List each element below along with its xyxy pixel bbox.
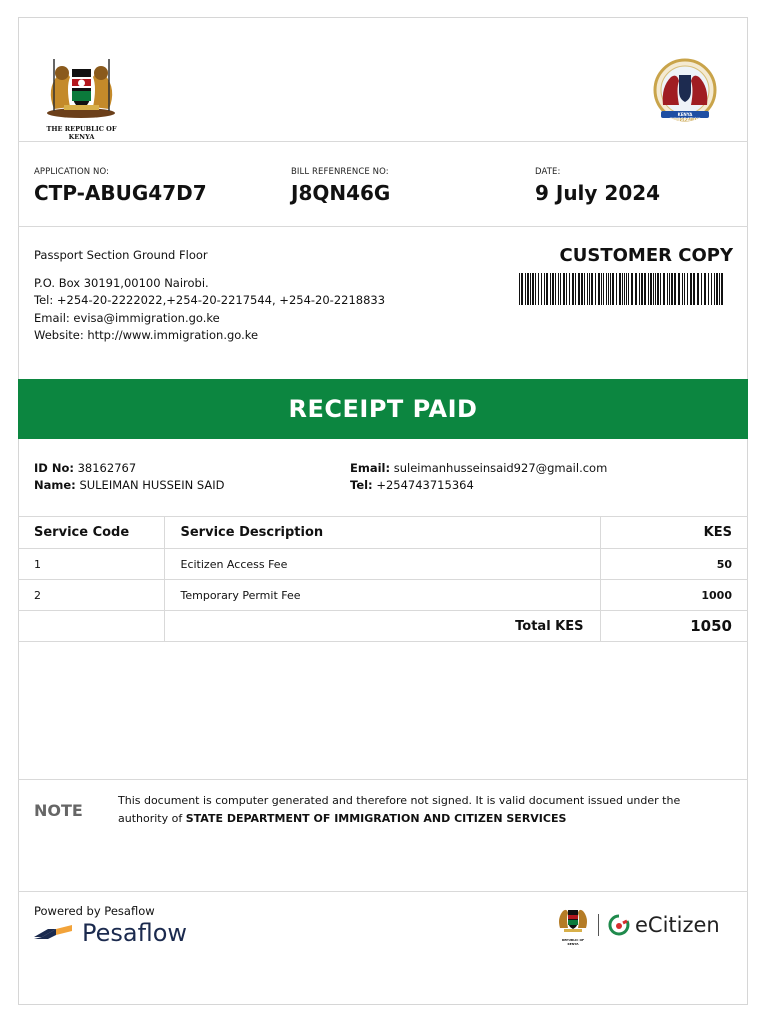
date-label: DATE: — [535, 167, 561, 177]
seal-label: KENYA IMMIGRATION — [669, 112, 701, 122]
note-title: NOTE — [34, 801, 83, 820]
total-empty-cell — [18, 611, 164, 642]
total-value: 1050 — [600, 611, 748, 642]
id-value: 38162767 — [77, 461, 137, 475]
kenya-coat-small-icon — [556, 904, 590, 946]
receipt-frame — [18, 17, 748, 1005]
table-row — [18, 580, 748, 611]
logo-divider — [598, 914, 599, 936]
application-no-label: APPLICATION NO: — [34, 167, 110, 177]
receipt-status-text: RECEIPT PAID — [288, 395, 478, 423]
address-line-2: P.O. Box 30191,00100 Nairobi. — [34, 276, 209, 290]
table-row — [18, 549, 748, 580]
republic-label: THE REPUBLIC OF KENYA — [46, 125, 117, 141]
total-label: Total KES — [164, 611, 600, 642]
receipt-status-banner — [18, 379, 748, 439]
pesaflow-logo — [34, 918, 187, 948]
customer-copy-label: CUSTOMER COPY — [559, 245, 733, 266]
barcode — [519, 273, 723, 305]
customer-name — [34, 478, 224, 492]
kenya-immigration-seal — [645, 57, 725, 123]
pesaflow-mark-icon — [34, 923, 74, 943]
divider — [18, 779, 748, 780]
date-value: 9 July 2024 — [535, 181, 661, 205]
tel-value: +254743715364 — [376, 478, 474, 492]
divider — [18, 226, 748, 227]
name-value: SULEIMAN HUSSEIN SAID — [79, 478, 225, 492]
ecitizen-logo — [556, 905, 736, 945]
note-body: This document is computer generated and therefore not signed. It is valid document issued under the authority of — [118, 794, 681, 825]
divider — [18, 141, 748, 142]
kenya-coat-of-arms — [34, 55, 129, 141]
powered-by-label: Powered by Pesaflow — [34, 904, 155, 918]
pesaflow-logo-text: Pesaflow — [82, 919, 188, 947]
email-label: Email: — [350, 461, 391, 475]
customer-tel — [350, 478, 474, 492]
header-service-code: Service Code — [18, 517, 164, 549]
note-text — [118, 792, 718, 828]
service-description: Ecitizen Access Fee — [164, 549, 600, 580]
id-label: ID No: — [34, 461, 74, 475]
service-description: Temporary Permit Fee — [164, 580, 600, 611]
name-label: Name: — [34, 478, 76, 492]
services-table — [18, 516, 748, 642]
ecitizen-mark-icon — [607, 913, 631, 937]
note-authority: STATE DEPARTMENT OF IMMIGRATION AND CITIZEN SERVICES — [185, 812, 567, 825]
application-no-value: CTP-ABUG47D7 — [34, 181, 207, 205]
total-row — [18, 611, 748, 642]
header-kes: KES — [600, 517, 748, 549]
customer-email — [350, 461, 607, 475]
ecitizen-logo-text: eCitizen — [635, 913, 720, 937]
tel-label: Tel: — [350, 478, 373, 492]
bill-reference-label: BILL REFENRENCE NO: — [291, 167, 389, 177]
service-code: 1 — [18, 549, 164, 580]
customer-id — [34, 461, 136, 475]
service-amount: 1000 — [600, 580, 748, 611]
bill-reference-value: J8QN46G — [291, 181, 391, 205]
coat-small-label: REPUBLIC OF KENYA — [561, 938, 585, 946]
email-value: suleimanhusseinsaid927@gmail.com — [393, 461, 608, 475]
header-service-description: Service Description — [164, 517, 600, 549]
service-amount: 50 — [600, 549, 748, 580]
address-email: Email: evisa@immigration.go.ke — [34, 311, 220, 325]
address-website: Website: http://www.immigration.go.ke — [34, 328, 259, 342]
service-code: 2 — [18, 580, 164, 611]
table-header-row — [18, 517, 748, 549]
divider — [18, 891, 748, 892]
address-line-1: Passport Section Ground Floor — [34, 248, 208, 262]
address-telephone: Tel: +254-20-2222022,+254-20-2217544, +254-20-2218833 — [34, 293, 386, 307]
